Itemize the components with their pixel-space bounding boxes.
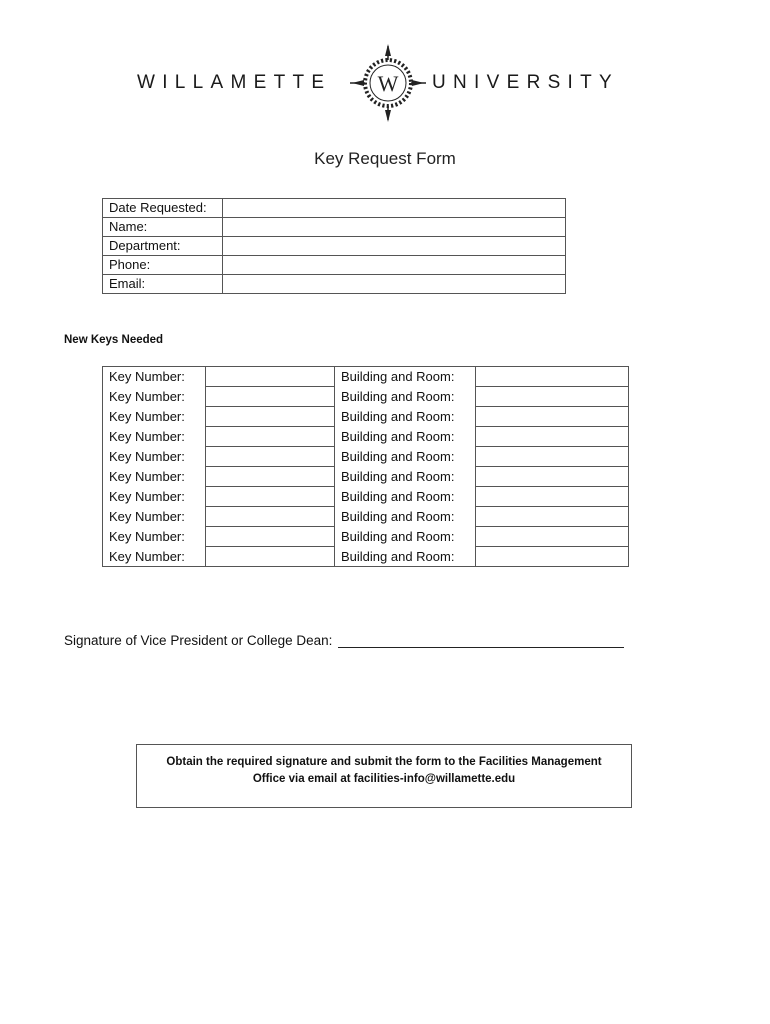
- instructions-line-1: Obtain the required signature and submit the form to the Facilities Management: [166, 756, 602, 768]
- key-number-field[interactable]: [206, 407, 335, 427]
- info-value-field[interactable]: [223, 237, 566, 256]
- building-room-label: Building and Room:: [335, 487, 476, 507]
- key-number-field[interactable]: [206, 367, 335, 387]
- signature-line: [64, 633, 624, 648]
- info-value-field[interactable]: [223, 218, 566, 237]
- building-room-label: Building and Room:: [335, 387, 476, 407]
- key-row: [103, 547, 629, 567]
- info-row: [103, 237, 566, 256]
- key-row: [103, 527, 629, 547]
- key-number-label: Key Number:: [103, 467, 206, 487]
- logo-text-left: WILLAMETTE: [137, 72, 332, 93]
- building-room-label: Building and Room:: [335, 527, 476, 547]
- key-row: [103, 367, 629, 387]
- key-row: [103, 387, 629, 407]
- key-number-field[interactable]: [206, 427, 335, 447]
- info-value-field[interactable]: [223, 199, 566, 218]
- key-number-field[interactable]: [206, 447, 335, 467]
- key-row: [103, 467, 629, 487]
- instructions-line-2: Office via email at facilities-info@willamette.edu: [252, 773, 516, 785]
- building-room-field[interactable]: [476, 547, 629, 567]
- info-label: Department:: [103, 237, 223, 256]
- info-label: Phone:: [103, 256, 223, 275]
- key-row: [103, 407, 629, 427]
- key-number-label: Key Number:: [103, 487, 206, 507]
- building-room-label: Building and Room:: [335, 367, 476, 387]
- key-row: [103, 447, 629, 467]
- info-value-field[interactable]: [223, 275, 566, 294]
- signature-field[interactable]: [338, 633, 624, 648]
- building-room-field[interactable]: [476, 507, 629, 527]
- info-row: [103, 256, 566, 275]
- building-room-label: Building and Room:: [335, 507, 476, 527]
- info-label: Email:: [103, 275, 223, 294]
- building-room-field[interactable]: [476, 407, 629, 427]
- new-keys-table: [102, 366, 629, 567]
- building-room-field[interactable]: [476, 487, 629, 507]
- key-number-field[interactable]: [206, 467, 335, 487]
- info-row: [103, 199, 566, 218]
- compass-seal-icon: [350, 44, 426, 122]
- info-label: Name:: [103, 218, 223, 237]
- key-number-label: Key Number:: [103, 507, 206, 527]
- key-number-label: Key Number:: [103, 447, 206, 467]
- new-keys-heading: New Keys Needed: [64, 334, 164, 346]
- building-room-field[interactable]: [476, 527, 629, 547]
- university-logo: [0, 44, 770, 124]
- key-number-label: Key Number:: [103, 387, 206, 407]
- key-row: [103, 487, 629, 507]
- building-room-field[interactable]: [476, 427, 629, 447]
- building-room-label: Building and Room:: [335, 547, 476, 567]
- key-number-field[interactable]: [206, 527, 335, 547]
- info-row: [103, 218, 566, 237]
- form-title: Key Request Form: [314, 149, 456, 168]
- building-room-field[interactable]: [476, 367, 629, 387]
- key-number-field[interactable]: [206, 547, 335, 567]
- logo-text-right: UNIVERSITY: [432, 72, 620, 93]
- signature-label: Signature of Vice President or College Dean:: [64, 633, 333, 648]
- info-label: Date Requested:: [103, 199, 223, 218]
- key-number-label: Key Number:: [103, 427, 206, 447]
- key-row: [103, 427, 629, 447]
- key-number-label: Key Number:: [103, 367, 206, 387]
- instructions-box: [136, 744, 632, 808]
- building-room-label: Building and Room:: [335, 467, 476, 487]
- requester-info-table: [102, 198, 566, 294]
- info-value-field[interactable]: [223, 256, 566, 275]
- key-number-field[interactable]: [206, 387, 335, 407]
- key-number-field[interactable]: [206, 487, 335, 507]
- building-room-field[interactable]: [476, 467, 629, 487]
- key-number-field[interactable]: [206, 507, 335, 527]
- building-room-field[interactable]: [476, 387, 629, 407]
- building-room-label: Building and Room:: [335, 447, 476, 467]
- logo-letter: W: [377, 71, 399, 96]
- info-row: [103, 275, 566, 294]
- building-room-label: Building and Room:: [335, 407, 476, 427]
- building-room-field[interactable]: [476, 447, 629, 467]
- building-room-label: Building and Room:: [335, 427, 476, 447]
- key-row: [103, 507, 629, 527]
- key-number-label: Key Number:: [103, 407, 206, 427]
- key-number-label: Key Number:: [103, 527, 206, 547]
- key-number-label: Key Number:: [103, 547, 206, 567]
